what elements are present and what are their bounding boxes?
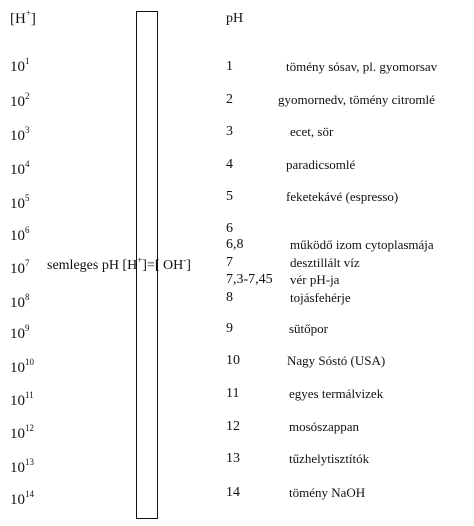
ph-description: tömény NaOH [289,485,366,500]
h-concentration-base: 10 [10,492,25,508]
h-concentration-exponent: 10 [25,357,34,367]
ph-description: egyes termálvizek [289,386,384,401]
h-concentration-value [10,159,30,178]
ph-value: 7 [226,255,233,270]
ph-description: feketekávé (espresso) [286,189,399,204]
h-concentration-exponent: 3 [25,125,30,135]
ph-value: 6 [226,221,233,236]
h-concentration-exponent: 1 [25,56,30,66]
neutral-label: semleges pH [H+]=[ OH-] [47,255,191,273]
h-concentration-exponent: 13 [25,457,34,467]
h-concentration-value [10,390,34,409]
h-concentration-base: 10 [10,295,25,311]
h-concentration-exponent: 6 [25,225,30,235]
h-concentration-value [10,91,30,110]
h-concentration-value [10,457,34,476]
ph-value: 14 [226,485,240,500]
h-concentration-base: 10 [10,426,25,442]
ph-description: paradicsomlé [286,157,356,172]
h-concentration-exponent: 7 [25,258,30,268]
ph-value: 1 [226,59,233,74]
h-concentration-base: 10 [10,326,25,342]
h-concentration-value [10,258,30,277]
ph-value: 11 [226,386,240,401]
h-concentration-exponent: 4 [25,159,30,169]
h-concentration-exponent: 12 [25,423,34,433]
h-concentration-value [10,423,34,442]
ph-value: 4 [226,157,233,172]
ph-description: tűzhelytisztítók [289,451,370,466]
ph-value: 9 [226,321,233,336]
ph-description: sütőpor [289,321,328,336]
ph-value: 7,3-7,45 [226,272,273,287]
ph-description: Nagy Sóstó (USA) [287,353,386,368]
h-concentration-exponent: 2 [25,91,30,101]
ph-description: gyomornedv, tömény citromlé [278,92,435,107]
ph-header: pH [226,11,244,26]
h-concentration-base: 10 [10,360,25,376]
ph-value: 6,8 [226,237,244,252]
h-concentration-base: 10 [10,261,25,277]
ph-value: 10 [226,353,240,368]
h-concentration-base: 10 [10,94,25,110]
ph-description: desztillált víz [290,255,360,270]
h-concentration-header: [H+] [10,8,36,27]
h-concentration-value [10,56,30,75]
h-concentration-exponent: 8 [25,292,30,302]
ph-description: vér pH-ja [290,272,340,287]
ph-description: tojásfehérje [290,290,351,305]
h-concentration-exponent: 5 [25,193,30,203]
h-concentration-value [10,125,30,144]
h-concentration-base: 10 [10,128,25,144]
h-concentration-value [10,225,30,244]
h-concentration-exponent: 14 [25,489,34,499]
h-concentration-base: 10 [10,460,25,476]
ph-description: ecet, sör [290,124,334,139]
ph-description: tömény sósav, pl. gyomorsav [286,59,438,74]
h-concentration-base: 10 [10,393,25,409]
ph-value: 12 [226,419,240,434]
h-concentration-exponent: 11 [25,390,34,400]
h-concentration-base: 10 [10,196,25,212]
h-concentration-base: 10 [10,162,25,178]
h-concentration-value [10,357,34,376]
h-concentration-value [10,193,30,212]
ph-description: működő izom cytoplasmája [290,237,434,252]
ph-value: 13 [226,451,240,466]
ph-value: 3 [226,124,233,139]
ph-value: 8 [226,290,233,305]
h-concentration-base: 10 [10,59,25,75]
h-concentration-base: 10 [10,228,25,244]
ph-value: 5 [226,189,233,204]
ph-value: 2 [226,92,233,107]
h-concentration-value [10,323,30,342]
h-concentration-value [10,292,30,311]
h-concentration-exponent: 9 [25,323,30,333]
ph-description: mosószappan [289,419,360,434]
h-concentration-value [10,489,34,508]
